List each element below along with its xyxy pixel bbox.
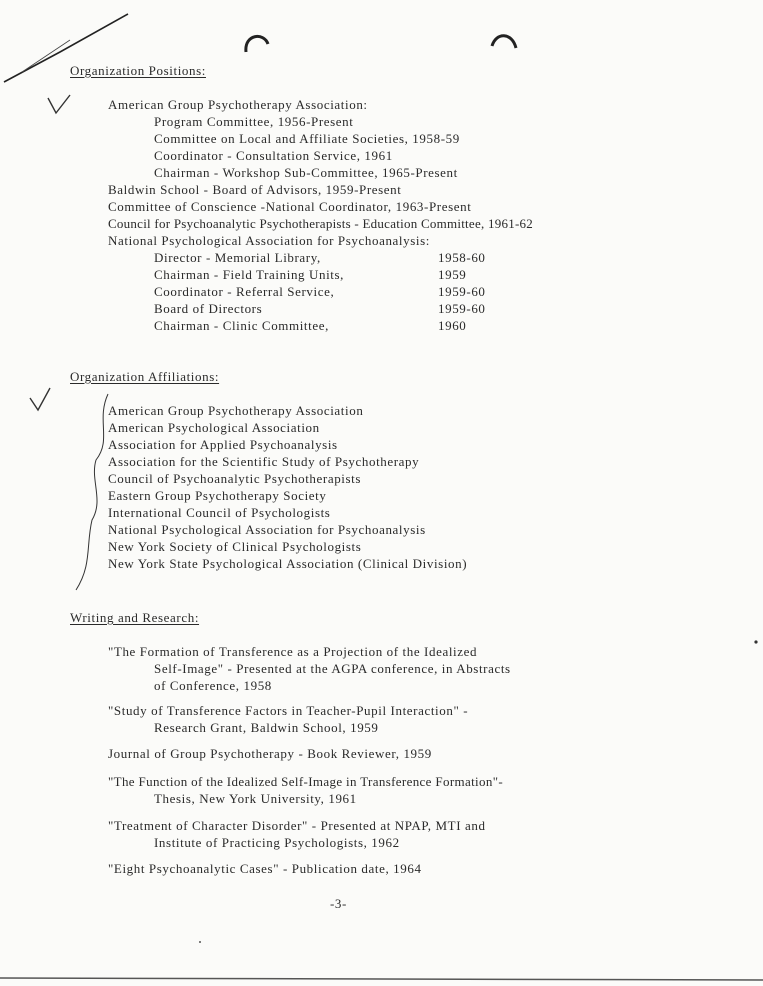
writing-entry-line: Institute of Practicing Psychologists, 1962 [154, 835, 400, 850]
affiliation-item: Association for Applied Psychoanalysis [108, 437, 338, 452]
check-mark-2 [30, 388, 50, 410]
section-heading-affiliations: Organization Affiliations: [70, 369, 220, 384]
affiliation-item: International Council of Psychologists [108, 505, 331, 520]
npap-years: 1960 [438, 318, 467, 333]
affiliation-item: Association for the Scientific Study of Psychotherapy [108, 454, 420, 469]
npap-role: Chairman - Field Training Units, [154, 267, 345, 282]
position-line: American Group Psychotherapy Association: [108, 97, 368, 112]
npap-years: 1959 [438, 267, 467, 282]
npap-years: 1959-60 [438, 301, 486, 316]
speck [754, 640, 757, 643]
writing-entry-line: of Conference, 1958 [154, 678, 272, 693]
affiliation-item: American Group Psychotherapy Association [108, 403, 364, 418]
binder-hole-right [492, 36, 516, 48]
writing-entry-line: Thesis, New York University, 1961 [154, 791, 357, 806]
writing-entry-line: "Treatment of Character Disorder" - Presented at NPAP, MTI and [108, 818, 486, 833]
speck [199, 941, 201, 943]
affiliation-item: Eastern Group Psychotherapy Society [108, 488, 327, 503]
writing-entry-line: "The Formation of Transference as a Projection of the Idealized [108, 644, 478, 659]
page-number: -3- [330, 896, 347, 911]
npap-years: 1958-60 [438, 250, 486, 265]
affiliation-item: American Psychological Association [108, 420, 320, 435]
writing-entry-line: "Eight Psychoanalytic Cases" - Publication date, 1964 [108, 861, 422, 876]
affiliation-item: New York Society of Clinical Psychologists [108, 539, 362, 554]
writing-entry-line: Research Grant, Baldwin School, 1959 [154, 720, 379, 735]
section-heading-positions: Organization Positions: [70, 63, 206, 78]
position-line: Committee of Conscience -National Coordinator, 1963-Present [108, 199, 472, 214]
affiliation-item: New York State Psychological Association (Clinical Division) [108, 556, 468, 571]
writing-entry-line: Self-Image" - Presented at the AGPA conference, in Abstracts [154, 661, 511, 676]
position-line: Coordinator - Consultation Service, 1961 [154, 148, 393, 163]
writing-entry-line: "The Function of the Idealized Self-Image in Transference Formation"- [108, 774, 504, 789]
writing-entry-line: "Study of Transference Factors in Teacher-Pupil Interaction" - [108, 703, 469, 718]
corner-pen-stroke-2 [22, 40, 70, 72]
bracket-mark [76, 394, 108, 590]
writing-entry-line: Journal of Group Psychotherapy - Book Reviewer, 1959 [108, 746, 432, 761]
binder-hole-left [246, 36, 268, 52]
npap-years: 1959-60 [438, 284, 486, 299]
position-line: Council for Psychoanalytic Psychotherapists - Education Committee, 1961-62 [108, 216, 534, 231]
check-mark-1 [48, 95, 70, 113]
affiliation-item: National Psychological Association for Psychoanalysis [108, 522, 426, 537]
bottom-edge-line [0, 978, 763, 980]
position-line: Committee on Local and Affiliate Societies, 1958-59 [154, 131, 460, 146]
npap-role: Chairman - Clinic Committee, [154, 318, 329, 333]
npap-role: Director - Memorial Library, [154, 250, 321, 265]
npap-role: Coordinator - Referral Service, [154, 284, 335, 299]
position-line: Program Committee, 1956-Present [154, 114, 354, 129]
section-heading-writing: Writing and Research: [70, 610, 200, 625]
affiliation-item: Council of Psychoanalytic Psychotherapists [108, 471, 362, 486]
position-line: Chairman - Workshop Sub-Committee, 1965-Present [154, 165, 458, 180]
npap-role: Board of Directors [154, 301, 263, 316]
position-line: National Psychological Association for Psychoanalysis: [108, 233, 430, 248]
position-line: Baldwin School - Board of Advisors, 1959-Present [108, 182, 402, 197]
